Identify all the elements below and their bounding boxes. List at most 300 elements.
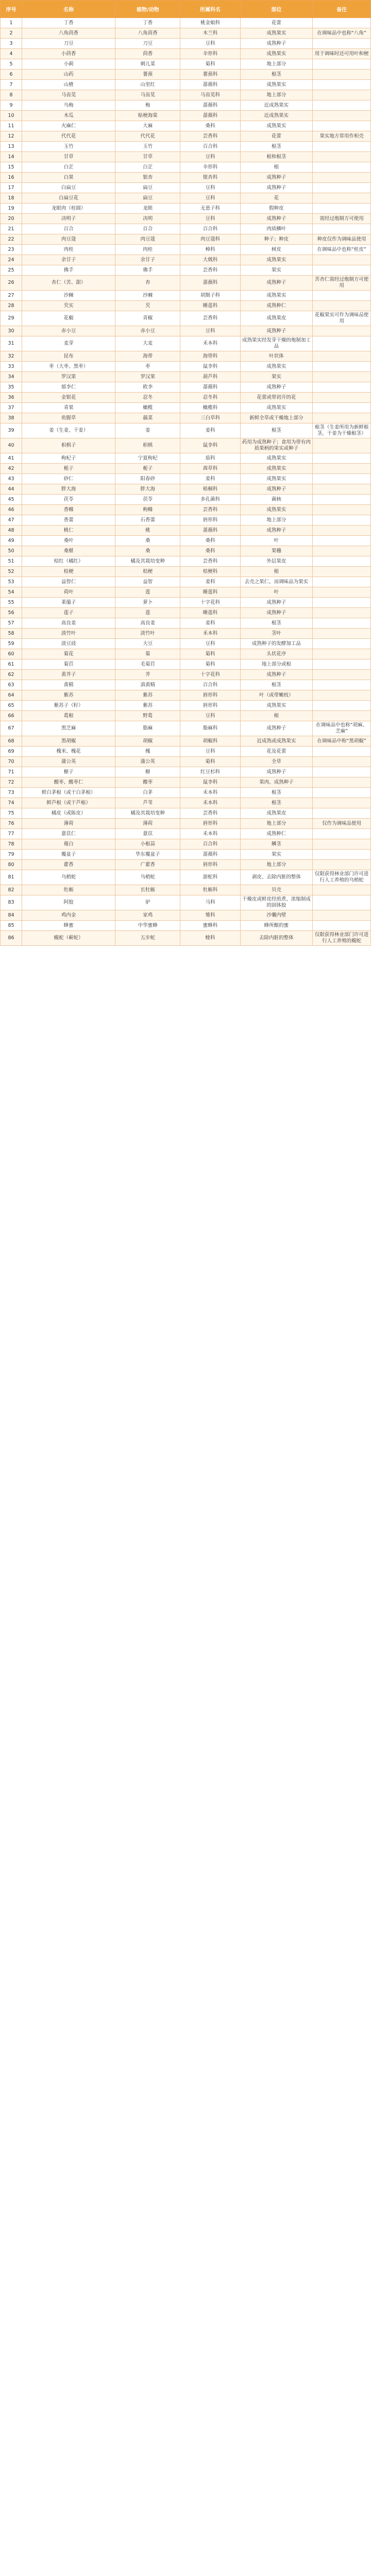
- cell-part: 叶（或带嫩枝）: [240, 690, 312, 701]
- cell-note: [313, 895, 371, 910]
- food-medicine-table: [0, 0, 371, 946]
- cell-source: 酸枣: [115, 777, 180, 788]
- cell-family: 茄科: [180, 453, 240, 464]
- cell-name: 菊花: [22, 649, 115, 659]
- cell-part: 新鲜全草或干燥地上部分: [240, 413, 312, 423]
- cell-part: 成熟种仁: [240, 301, 312, 311]
- cell-source: 芥: [115, 670, 180, 680]
- cell-part: 成熟果实: [240, 80, 312, 90]
- cell-index: 52: [1, 567, 22, 577]
- cell-family: 姜科: [180, 474, 240, 484]
- cell-source: 淡竹叶: [115, 629, 180, 639]
- cell-note: [313, 747, 371, 757]
- cell-source: 茴香: [115, 49, 180, 59]
- cell-source: 橘及其栽培变种: [115, 556, 180, 567]
- cell-family: 禾本科: [180, 629, 240, 639]
- cell-part: 成熟果皮: [240, 808, 312, 819]
- cell-name: 火麻仁: [22, 121, 115, 131]
- cell-part: 成熟种子: [240, 183, 312, 193]
- cell-family: 多孔菌科: [180, 495, 240, 505]
- cell-part: 去除内脏的整体: [240, 931, 312, 946]
- cell-source: 罗汉果: [115, 372, 180, 382]
- cell-part: 成熟种子: [240, 326, 312, 336]
- cell-part: 根茎: [240, 142, 312, 152]
- cell-index: 24: [1, 255, 22, 265]
- cell-family: 禾本科: [180, 798, 240, 808]
- cell-part: 根茎: [240, 788, 312, 798]
- cell-family: 薯蓣科: [180, 70, 240, 80]
- cell-index: 13: [1, 142, 22, 152]
- cell-family: 百合科: [180, 680, 240, 690]
- cell-name: 胖大海: [22, 484, 115, 495]
- cell-name: 鲜芦根（或干芦根）: [22, 798, 115, 808]
- cell-family: 豆科: [180, 711, 240, 721]
- cell-family: 唇形科: [180, 515, 240, 526]
- table-row: [1, 142, 371, 152]
- cell-part: 成熟果实经发芽干燥的炮制加工品: [240, 336, 312, 351]
- cell-index: 59: [1, 639, 22, 649]
- cell-index: 57: [1, 618, 22, 629]
- table-row: [1, 59, 371, 70]
- cell-family: 芸香科: [180, 265, 240, 276]
- table-row: [1, 276, 371, 291]
- cell-name: 小茴香: [22, 49, 115, 59]
- cell-part: 树皮: [240, 245, 312, 255]
- cell-part: 地上部分或根: [240, 659, 312, 670]
- cell-family: 唇形科: [180, 701, 240, 711]
- cell-source: 芦苇: [115, 798, 180, 808]
- cell-part: 去壳之果仁，而调味品为果实: [240, 577, 312, 587]
- cell-family: 马齿苋科: [180, 90, 240, 100]
- cell-family: 百合科: [180, 224, 240, 234]
- cell-part: 干燥皮或鲜皮经煎煮、浓缩制成的固体胶: [240, 895, 312, 910]
- cell-family: 橄榄科: [180, 403, 240, 413]
- cell-family: 胡椒科: [180, 736, 240, 747]
- table-row: [1, 556, 371, 567]
- cell-index: 20: [1, 214, 22, 224]
- table-row: [1, 680, 371, 690]
- cell-family: 桑科: [180, 536, 240, 546]
- cell-family: 芸香科: [180, 311, 240, 326]
- cell-note: [313, 224, 371, 234]
- table-row: [1, 670, 371, 680]
- cell-family: 唇形科: [180, 860, 240, 870]
- cell-source: 芡: [115, 301, 180, 311]
- cell-source: 扁豆: [115, 193, 180, 204]
- table-row: [1, 747, 371, 757]
- cell-family: 蔷薇科: [180, 526, 240, 536]
- cell-family: 蔷薇科: [180, 382, 240, 393]
- cell-family: 三白草科: [180, 413, 240, 423]
- cell-note: [313, 515, 371, 526]
- table-row: [1, 598, 371, 608]
- cell-name: 花椒: [22, 311, 115, 326]
- cell-index: 83: [1, 895, 22, 910]
- cell-note: [313, 556, 371, 567]
- cell-family: 菊科: [180, 649, 240, 659]
- cell-part: 叶状体: [240, 351, 312, 362]
- header-index: 序号: [1, 1, 22, 18]
- cell-index: 36: [1, 393, 22, 403]
- cell-index: 69: [1, 747, 22, 757]
- cell-note: [313, 372, 371, 382]
- cell-index: 81: [1, 870, 22, 885]
- header-name: 名称: [22, 1, 115, 18]
- cell-index: 65: [1, 701, 22, 711]
- cell-name: 桔梗: [22, 567, 115, 577]
- cell-source: 贴梗海棠: [115, 111, 180, 121]
- cell-part: 成熟果实: [240, 291, 312, 301]
- cell-source: 长牡蛎: [115, 885, 180, 895]
- table-row: [1, 587, 371, 598]
- cell-name: 鱼腥草: [22, 413, 115, 423]
- cell-name: 蜂蜜: [22, 921, 115, 931]
- cell-source: 枳椇: [115, 438, 180, 453]
- cell-index: 80: [1, 860, 22, 870]
- cell-index: 62: [1, 670, 22, 680]
- cell-family: 鼠李科: [180, 777, 240, 788]
- cell-family: 禾本科: [180, 788, 240, 798]
- cell-family: 豆科: [180, 152, 240, 162]
- cell-source: 蒲公英: [115, 757, 180, 767]
- cell-name: 枳椇子: [22, 438, 115, 453]
- table-row: [1, 608, 371, 618]
- cell-note: [313, 173, 371, 183]
- table-row: [1, 690, 371, 701]
- table-row: [1, 736, 371, 747]
- table-row: [1, 659, 371, 670]
- cell-note: [313, 757, 371, 767]
- cell-index: 66: [1, 711, 22, 721]
- table-row: [1, 265, 371, 276]
- cell-index: 47: [1, 515, 22, 526]
- cell-note: [313, 413, 371, 423]
- cell-name: 薏苡仁: [22, 829, 115, 839]
- cell-index: 10: [1, 111, 22, 121]
- cell-note: [313, 403, 371, 413]
- cell-family: 蝰科: [180, 931, 240, 946]
- cell-part: 根茎: [240, 618, 312, 629]
- cell-name: 刀豆: [22, 39, 115, 49]
- cell-source: 佛手: [115, 265, 180, 276]
- cell-name: 乌梅: [22, 100, 115, 111]
- table-row: [1, 326, 371, 336]
- cell-source: 家鸡: [115, 910, 180, 921]
- cell-part: 根: [240, 711, 312, 721]
- cell-name: 山药: [22, 70, 115, 80]
- cell-family: 禾本科: [180, 336, 240, 351]
- cell-note: [313, 18, 371, 28]
- cell-part: 花蕾或带初开的花: [240, 393, 312, 403]
- cell-part: 根: [240, 567, 312, 577]
- cell-note: [313, 111, 371, 121]
- cell-index: 70: [1, 757, 22, 767]
- cell-part: 药用为成熟种子；食用为带有肉质果柄的果实或种子: [240, 438, 312, 453]
- cell-name: 槐米、槐花: [22, 747, 115, 757]
- cell-part: 蜂所酿的蜜: [240, 921, 312, 931]
- cell-family: 桑科: [180, 121, 240, 131]
- cell-part: 成熟种子的发酵加工品: [240, 639, 312, 649]
- cell-part: 头状花序: [240, 649, 312, 659]
- cell-family: 桔梗科: [180, 567, 240, 577]
- cell-source: 桔梗: [115, 567, 180, 577]
- cell-note: [313, 265, 371, 276]
- cell-note: [313, 659, 371, 670]
- cell-note: [313, 362, 371, 372]
- cell-family: 菊科: [180, 59, 240, 70]
- cell-source: 广藿香: [115, 860, 180, 870]
- cell-source: 栀子: [115, 464, 180, 474]
- cell-part: 地上部分: [240, 819, 312, 829]
- cell-family: 蔷薇科: [180, 850, 240, 860]
- cell-index: 31: [1, 336, 22, 351]
- cell-family: 肉豆蔻科: [180, 234, 240, 245]
- cell-note: [313, 639, 371, 649]
- cell-note: 用于调味时还可用叶和梗: [313, 49, 371, 59]
- cell-source: 桃: [115, 526, 180, 536]
- cell-source: 茯苓: [115, 495, 180, 505]
- cell-index: 64: [1, 690, 22, 701]
- cell-source: 驴: [115, 895, 180, 910]
- cell-part: 根茎: [240, 423, 312, 438]
- cell-source: 乌梢蛇: [115, 870, 180, 885]
- cell-source: 益智: [115, 577, 180, 587]
- cell-note: [313, 839, 371, 850]
- cell-name: 木瓜: [22, 111, 115, 121]
- table-row: [1, 495, 371, 505]
- cell-source: 宁夏枸杞: [115, 453, 180, 464]
- cell-family: 蔷薇科: [180, 80, 240, 90]
- cell-source: 桑: [115, 536, 180, 546]
- cell-index: 51: [1, 556, 22, 567]
- table-row: [1, 839, 371, 850]
- cell-note: [313, 701, 371, 711]
- cell-family: 豆科: [180, 747, 240, 757]
- cell-index: 18: [1, 193, 22, 204]
- cell-index: 61: [1, 659, 22, 670]
- table-row: [1, 777, 371, 788]
- cell-part: 近成熟或成熟果实: [240, 736, 312, 747]
- cell-name: 决明子: [22, 214, 115, 224]
- cell-part: 成熟种子: [240, 173, 312, 183]
- cell-name: 薄荷: [22, 819, 115, 829]
- cell-part: 假种皮: [240, 204, 312, 214]
- cell-source: 滇黄精: [115, 680, 180, 690]
- cell-family: 银杏科: [180, 173, 240, 183]
- cell-index: 55: [1, 598, 22, 608]
- cell-index: 32: [1, 351, 22, 362]
- cell-source: 刺儿菜: [115, 59, 180, 70]
- cell-family: 芸香科: [180, 505, 240, 515]
- cell-family: 脂麻科: [180, 721, 240, 736]
- cell-source: 桑: [115, 546, 180, 556]
- cell-part: 根: [240, 162, 312, 173]
- cell-note: 仅作为调味品使用: [313, 819, 371, 829]
- cell-note: [313, 767, 371, 777]
- table-row: [1, 895, 371, 910]
- cell-name: 茯苓: [22, 495, 115, 505]
- cell-name: 白扁豆: [22, 183, 115, 193]
- cell-source: 甘草: [115, 152, 180, 162]
- cell-name: 橘皮（或陈皮）: [22, 808, 115, 819]
- cell-note: [313, 59, 371, 70]
- cell-part: 地上部分: [240, 860, 312, 870]
- cell-family: 樟科: [180, 245, 240, 255]
- header-source: 植物/动物: [115, 1, 180, 18]
- cell-part: 根茎: [240, 680, 312, 690]
- cell-source: 野葛: [115, 711, 180, 721]
- cell-part: 成熟种子: [240, 214, 312, 224]
- cell-source: 阳春砂: [115, 474, 180, 484]
- table-body: [1, 18, 371, 946]
- cell-name: 桑椹: [22, 546, 115, 556]
- cell-family: 芸香科: [180, 131, 240, 142]
- cell-note: 在调味品中也称“八角”: [313, 28, 371, 39]
- table-row: [1, 403, 371, 413]
- cell-index: 58: [1, 629, 22, 639]
- cell-family: 菊科: [180, 757, 240, 767]
- cell-index: 45: [1, 495, 22, 505]
- cell-name: 枣（大枣、黑枣）: [22, 362, 115, 372]
- cell-family: 雉科: [180, 910, 240, 921]
- cell-note: [313, 100, 371, 111]
- cell-name: 沙棘: [22, 291, 115, 301]
- cell-name: 蒲公英: [22, 757, 115, 767]
- cell-part: 成熟种子: [240, 608, 312, 618]
- table-row: [1, 536, 371, 546]
- cell-index: 43: [1, 474, 22, 484]
- cell-note: [313, 546, 371, 556]
- cell-source: 刀豆: [115, 39, 180, 49]
- cell-name: 榧子: [22, 767, 115, 777]
- cell-note: [313, 777, 371, 788]
- cell-name: 高良姜: [22, 618, 115, 629]
- cell-part: 成熟果实: [240, 255, 312, 265]
- cell-note: [313, 255, 371, 265]
- cell-note: [313, 850, 371, 860]
- table-row: [1, 393, 371, 403]
- cell-name: 玉竹: [22, 142, 115, 152]
- cell-family: 鼠李科: [180, 362, 240, 372]
- cell-source: 石香薷: [115, 515, 180, 526]
- cell-index: 74: [1, 798, 22, 808]
- cell-source: 百合: [115, 224, 180, 234]
- cell-part: 花蕾: [240, 18, 312, 28]
- table-row: [1, 515, 371, 526]
- cell-name: 覆盆子: [22, 850, 115, 860]
- table-row: [1, 152, 371, 162]
- cell-name: 蝮蛇（蕲蛇）: [22, 931, 115, 946]
- cell-part: 地上部分: [240, 59, 312, 70]
- cell-part: 成熟种子: [240, 598, 312, 608]
- cell-part: 贝壳: [240, 885, 312, 895]
- cell-source: 扁豆: [115, 183, 180, 193]
- cell-note: [313, 629, 371, 639]
- cell-name: 淡竹叶: [22, 629, 115, 639]
- cell-source: 决明: [115, 214, 180, 224]
- cell-source: 枸橼: [115, 505, 180, 515]
- cell-name: 代代花: [22, 131, 115, 142]
- cell-note: [313, 860, 371, 870]
- cell-index: 67: [1, 721, 22, 736]
- cell-source: 五步蛇: [115, 931, 180, 946]
- cell-part: 成熟种子: [240, 276, 312, 291]
- cell-source: 姜: [115, 423, 180, 438]
- cell-name: 杏仁（苦、甜）: [22, 276, 115, 291]
- cell-name: 乌梢蛇: [22, 870, 115, 885]
- cell-name: 黑胡椒: [22, 736, 115, 747]
- cell-note: [313, 142, 371, 152]
- cell-note: [313, 351, 371, 362]
- table-row: [1, 39, 371, 49]
- cell-note: [313, 80, 371, 90]
- cell-name: 龙眼肉（桂圆）: [22, 204, 115, 214]
- cell-part: 成熟种子: [240, 39, 312, 49]
- cell-index: 5: [1, 59, 22, 70]
- cell-family: 姜科: [180, 423, 240, 438]
- cell-note: [313, 291, 371, 301]
- cell-part: 地上部分: [240, 515, 312, 526]
- cell-note: [313, 885, 371, 895]
- cell-name: 香薷: [22, 515, 115, 526]
- table-row: [1, 701, 371, 711]
- cell-index: 50: [1, 546, 22, 556]
- cell-index: 1: [1, 18, 22, 28]
- table-row: [1, 885, 371, 895]
- cell-note: [313, 788, 371, 798]
- cell-family: 芸香科: [180, 808, 240, 819]
- cell-name: 百合: [22, 224, 115, 234]
- cell-part: 果实: [240, 265, 312, 276]
- cell-index: 23: [1, 245, 22, 255]
- table-row: [1, 870, 371, 885]
- cell-source: 薯蓣: [115, 70, 180, 80]
- cell-note: [313, 536, 371, 546]
- cell-note: [313, 39, 371, 49]
- cell-part: 根和根茎: [240, 152, 312, 162]
- table-row: [1, 757, 371, 767]
- cell-note: [313, 301, 371, 311]
- table-row: [1, 204, 371, 214]
- table-row: [1, 484, 371, 495]
- cell-note: [313, 453, 371, 464]
- cell-source: 龙眼: [115, 204, 180, 214]
- table-row: [1, 382, 371, 393]
- cell-family: 睡莲科: [180, 608, 240, 618]
- cell-source: 青椒: [115, 311, 180, 326]
- cell-family: 伞形科: [180, 162, 240, 173]
- cell-part: 种子；种皮: [240, 234, 312, 245]
- table-row: [1, 505, 371, 515]
- table-row: [1, 788, 371, 798]
- cell-name: 黑芝麻: [22, 721, 115, 736]
- cell-note: [313, 910, 371, 921]
- cell-part: 成熟种子: [240, 721, 312, 736]
- cell-note: [313, 577, 371, 587]
- cell-part: 近成熟果实: [240, 111, 312, 121]
- cell-index: 21: [1, 224, 22, 234]
- table-row: [1, 860, 371, 870]
- table-row: [1, 921, 371, 931]
- cell-name: 山楂: [22, 80, 115, 90]
- cell-family: 海带科: [180, 351, 240, 362]
- cell-part: 成熟种子: [240, 767, 312, 777]
- cell-index: 9: [1, 100, 22, 111]
- cell-part: 全草: [240, 757, 312, 767]
- cell-name: 栀子: [22, 464, 115, 474]
- cell-family: 桑科: [180, 546, 240, 556]
- cell-family: 豆科: [180, 639, 240, 649]
